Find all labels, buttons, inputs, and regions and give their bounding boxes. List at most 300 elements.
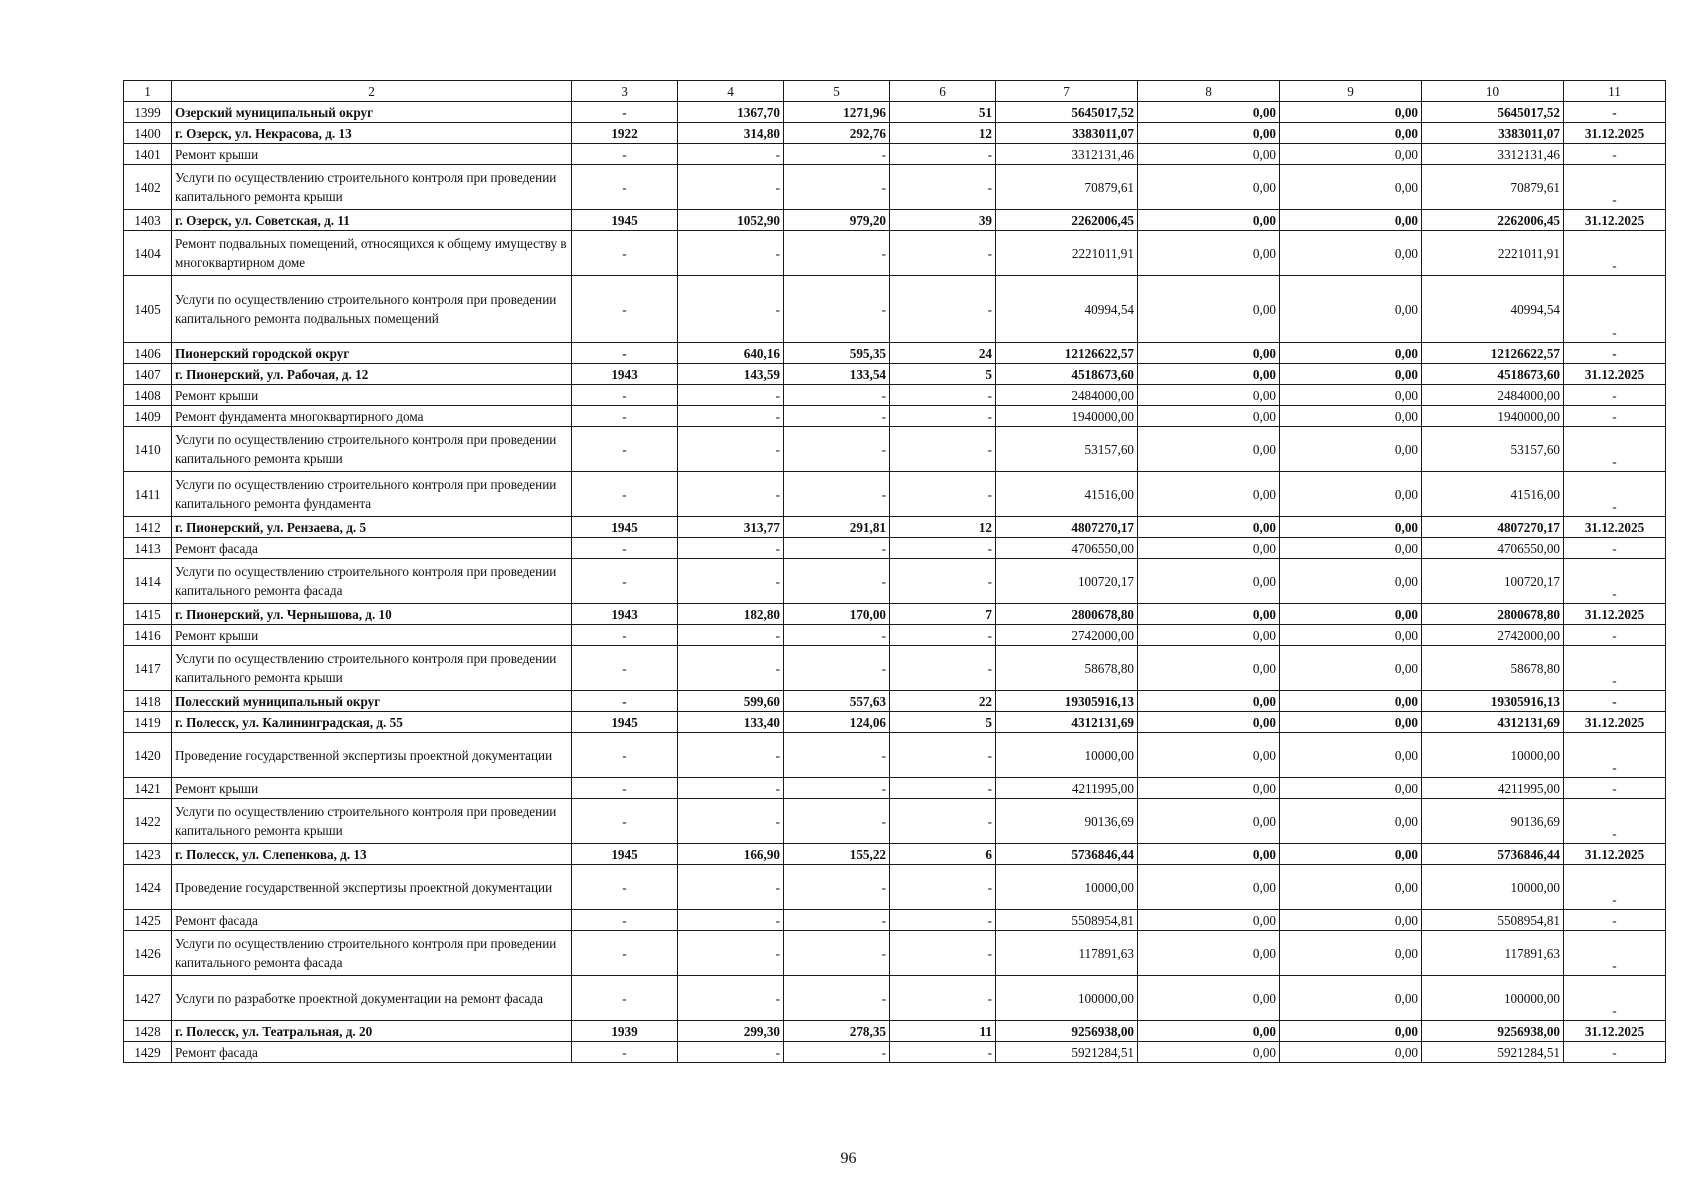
residents-count-cell: -: [890, 144, 996, 165]
cost-col-8-cell: 0,00: [1138, 931, 1280, 976]
total-area-cell: -: [678, 276, 784, 343]
cost-total-cell: 12126622,57: [996, 343, 1138, 364]
residents-count-cell: -: [890, 165, 996, 210]
cost-fund-cell: 9256938,00: [1422, 1021, 1564, 1042]
residents-count-cell: 5: [890, 712, 996, 733]
year-built-cell: 1943: [572, 364, 678, 385]
row-number-cell: 1426: [124, 931, 172, 976]
row-number-cell: 1423: [124, 844, 172, 865]
cost-fund-cell: 70879,61: [1422, 165, 1564, 210]
residential-area-cell: -: [784, 472, 890, 517]
completion-date-cell: -: [1564, 231, 1666, 276]
cost-total-cell: 5921284,51: [996, 1042, 1138, 1063]
cost-total-cell: 4518673,60: [996, 364, 1138, 385]
cost-total-cell: 5645017,52: [996, 102, 1138, 123]
cost-col-9-cell: 0,00: [1280, 559, 1422, 604]
cost-col-9-cell: 0,00: [1280, 1042, 1422, 1063]
cost-total-cell: 58678,80: [996, 646, 1138, 691]
table-row: [124, 364, 1666, 385]
work-name-cell: г. Озерск, ул. Советская, д. 11: [172, 210, 572, 231]
total-area-cell: -: [678, 427, 784, 472]
year-built-cell: -: [572, 931, 678, 976]
residential-area-cell: 170,00: [784, 604, 890, 625]
residential-area-cell: -: [784, 778, 890, 799]
column-header: 2: [172, 81, 572, 102]
year-built-cell: 1939: [572, 1021, 678, 1042]
total-area-cell: -: [678, 799, 784, 844]
cost-col-8-cell: 0,00: [1138, 364, 1280, 385]
work-name-cell: Услуги по разработке проектной документации на ремонт фасада: [172, 976, 572, 1021]
cost-fund-cell: 5736846,44: [1422, 844, 1564, 865]
cost-col-9-cell: 0,00: [1280, 231, 1422, 276]
work-name-cell: Услуги по осуществлению строительного контроля при проведении капитального ремонта крыши: [172, 646, 572, 691]
column-header: 8: [1138, 81, 1280, 102]
table-row: [124, 276, 1666, 343]
work-name-cell: Пионерский городской округ: [172, 343, 572, 364]
cost-col-8-cell: 0,00: [1138, 144, 1280, 165]
total-area-cell: 1052,90: [678, 210, 784, 231]
year-built-cell: -: [572, 976, 678, 1021]
cost-fund-cell: 41516,00: [1422, 472, 1564, 517]
residential-area-cell: -: [784, 931, 890, 976]
cost-col-8-cell: 0,00: [1138, 231, 1280, 276]
work-name-cell: Ремонт фасада: [172, 1042, 572, 1063]
residents-count-cell: -: [890, 276, 996, 343]
column-header: 11: [1564, 81, 1666, 102]
residential-area-cell: -: [784, 733, 890, 778]
residents-count-cell: -: [890, 799, 996, 844]
cost-col-9-cell: 0,00: [1280, 276, 1422, 343]
table-row: [124, 910, 1666, 931]
work-name-cell: г. Пионерский, ул. Чернышова, д. 10: [172, 604, 572, 625]
residents-count-cell: -: [890, 559, 996, 604]
year-built-cell: -: [572, 799, 678, 844]
cost-col-9-cell: 0,00: [1280, 144, 1422, 165]
residential-area-cell: -: [784, 165, 890, 210]
cost-fund-cell: 100000,00: [1422, 976, 1564, 1021]
completion-date-cell: -: [1564, 799, 1666, 844]
work-name-cell: Полесский муниципальный округ: [172, 691, 572, 712]
residential-area-cell: 557,63: [784, 691, 890, 712]
table-row: [124, 931, 1666, 976]
table-row: [124, 865, 1666, 910]
completion-date-cell: -: [1564, 865, 1666, 910]
total-area-cell: 599,60: [678, 691, 784, 712]
cost-col-8-cell: 0,00: [1138, 778, 1280, 799]
cost-col-9-cell: 0,00: [1280, 364, 1422, 385]
row-number-cell: 1400: [124, 123, 172, 144]
table-row: [124, 778, 1666, 799]
table-row: [124, 691, 1666, 712]
cost-col-8-cell: 0,00: [1138, 538, 1280, 559]
column-number-row: [124, 81, 1666, 102]
completion-date-cell: -: [1564, 538, 1666, 559]
completion-date-cell: 31.12.2025: [1564, 210, 1666, 231]
cost-col-8-cell: 0,00: [1138, 427, 1280, 472]
completion-date-cell: -: [1564, 102, 1666, 123]
table-row: [124, 1021, 1666, 1042]
column-header: 10: [1422, 81, 1564, 102]
total-area-cell: -: [678, 931, 784, 976]
residential-area-cell: 124,06: [784, 712, 890, 733]
cost-total-cell: 4807270,17: [996, 517, 1138, 538]
row-number-cell: 1422: [124, 799, 172, 844]
completion-date-cell: -: [1564, 406, 1666, 427]
cost-total-cell: 3312131,46: [996, 144, 1138, 165]
completion-date-cell: 31.12.2025: [1564, 604, 1666, 625]
row-number-cell: 1404: [124, 231, 172, 276]
total-area-cell: -: [678, 865, 784, 910]
completion-date-cell: -: [1564, 976, 1666, 1021]
row-number-cell: 1407: [124, 364, 172, 385]
cost-total-cell: 10000,00: [996, 865, 1138, 910]
year-built-cell: -: [572, 472, 678, 517]
cost-col-8-cell: 0,00: [1138, 559, 1280, 604]
residents-count-cell: 11: [890, 1021, 996, 1042]
row-number-cell: 1411: [124, 472, 172, 517]
table-row: [124, 712, 1666, 733]
residents-count-cell: -: [890, 472, 996, 517]
residents-count-cell: -: [890, 231, 996, 276]
residents-count-cell: -: [890, 406, 996, 427]
table-body: [124, 102, 1666, 1063]
residential-area-cell: -: [784, 144, 890, 165]
completion-date-cell: -: [1564, 778, 1666, 799]
cost-col-8-cell: 0,00: [1138, 123, 1280, 144]
cost-fund-cell: 58678,80: [1422, 646, 1564, 691]
residents-count-cell: -: [890, 733, 996, 778]
table-row: [124, 472, 1666, 517]
cost-col-9-cell: 0,00: [1280, 625, 1422, 646]
cost-total-cell: 19305916,13: [996, 691, 1138, 712]
completion-date-cell: 31.12.2025: [1564, 517, 1666, 538]
cost-total-cell: 100000,00: [996, 976, 1138, 1021]
cost-col-8-cell: 0,00: [1138, 976, 1280, 1021]
work-name-cell: Услуги по осуществлению строительного контроля при проведении капитального ремонта фасада: [172, 559, 572, 604]
residents-count-cell: -: [890, 427, 996, 472]
work-name-cell: Ремонт подвальных помещений, относящихся к общему имуществу в многоквартирном доме: [172, 231, 572, 276]
residents-count-cell: -: [890, 910, 996, 931]
residents-count-cell: 24: [890, 343, 996, 364]
completion-date-cell: -: [1564, 144, 1666, 165]
residents-count-cell: -: [890, 976, 996, 1021]
cost-col-8-cell: 0,00: [1138, 276, 1280, 343]
work-name-cell: г. Пионерский, ул. Рабочая, д. 12: [172, 364, 572, 385]
cost-col-8-cell: 0,00: [1138, 646, 1280, 691]
work-name-cell: г. Озерск, ул. Некрасова, д. 13: [172, 123, 572, 144]
row-number-cell: 1420: [124, 733, 172, 778]
table-row: [124, 604, 1666, 625]
cost-total-cell: 2262006,45: [996, 210, 1138, 231]
work-name-cell: Услуги по осуществлению строительного контроля при проведении капитального ремонта подвальных помещений: [172, 276, 572, 343]
row-number-cell: 1416: [124, 625, 172, 646]
completion-date-cell: -: [1564, 385, 1666, 406]
cost-col-8-cell: 0,00: [1138, 385, 1280, 406]
year-built-cell: 1945: [572, 844, 678, 865]
cost-total-cell: 41516,00: [996, 472, 1138, 517]
work-name-cell: Услуги по осуществлению строительного контроля при проведении капитального ремонта крыши: [172, 165, 572, 210]
residential-area-cell: -: [784, 538, 890, 559]
row-number-cell: 1417: [124, 646, 172, 691]
column-header: 3: [572, 81, 678, 102]
total-area-cell: -: [678, 976, 784, 1021]
total-area-cell: -: [678, 733, 784, 778]
residential-area-cell: 595,35: [784, 343, 890, 364]
cost-fund-cell: 10000,00: [1422, 733, 1564, 778]
total-area-cell: -: [678, 910, 784, 931]
cost-total-cell: 1940000,00: [996, 406, 1138, 427]
column-header: 6: [890, 81, 996, 102]
cost-col-8-cell: 0,00: [1138, 604, 1280, 625]
cost-col-9-cell: 0,00: [1280, 931, 1422, 976]
cost-col-8-cell: 0,00: [1138, 910, 1280, 931]
cost-col-8-cell: 0,00: [1138, 472, 1280, 517]
year-built-cell: -: [572, 865, 678, 910]
year-built-cell: -: [572, 1042, 678, 1063]
cost-fund-cell: 4211995,00: [1422, 778, 1564, 799]
table-row: [124, 517, 1666, 538]
row-number-cell: 1402: [124, 165, 172, 210]
work-name-cell: Проведение государственной экспертизы проектной документации: [172, 733, 572, 778]
residents-count-cell: -: [890, 538, 996, 559]
year-built-cell: -: [572, 427, 678, 472]
cost-col-9-cell: 0,00: [1280, 385, 1422, 406]
year-built-cell: -: [572, 625, 678, 646]
row-number-cell: 1410: [124, 427, 172, 472]
completion-date-cell: -: [1564, 625, 1666, 646]
year-built-cell: 1945: [572, 517, 678, 538]
row-number-cell: 1399: [124, 102, 172, 123]
residents-count-cell: 5: [890, 364, 996, 385]
cost-col-9-cell: 0,00: [1280, 976, 1422, 1021]
year-built-cell: -: [572, 538, 678, 559]
completion-date-cell: -: [1564, 343, 1666, 364]
cost-col-8-cell: 0,00: [1138, 343, 1280, 364]
cost-col-9-cell: 0,00: [1280, 646, 1422, 691]
cost-total-cell: 2742000,00: [996, 625, 1138, 646]
total-area-cell: 299,30: [678, 1021, 784, 1042]
residential-area-cell: 1271,96: [784, 102, 890, 123]
residential-area-cell: -: [784, 406, 890, 427]
total-area-cell: -: [678, 165, 784, 210]
total-area-cell: -: [678, 406, 784, 427]
cost-total-cell: 70879,61: [996, 165, 1138, 210]
column-header: 7: [996, 81, 1138, 102]
cost-fund-cell: 2262006,45: [1422, 210, 1564, 231]
year-built-cell: -: [572, 778, 678, 799]
column-header: 9: [1280, 81, 1422, 102]
row-number-cell: 1414: [124, 559, 172, 604]
residents-count-cell: 12: [890, 123, 996, 144]
table-row: [124, 538, 1666, 559]
cost-fund-cell: 2800678,80: [1422, 604, 1564, 625]
row-number-cell: 1419: [124, 712, 172, 733]
residents-count-cell: -: [890, 931, 996, 976]
page-number: 96: [840, 1150, 857, 1167]
cost-col-9-cell: 0,00: [1280, 472, 1422, 517]
residential-area-cell: -: [784, 385, 890, 406]
completion-date-cell: -: [1564, 691, 1666, 712]
residents-count-cell: -: [890, 625, 996, 646]
residential-area-cell: 155,22: [784, 844, 890, 865]
cost-fund-cell: 4706550,00: [1422, 538, 1564, 559]
residential-area-cell: -: [784, 976, 890, 1021]
cost-total-cell: 100720,17: [996, 559, 1138, 604]
cost-col-8-cell: 0,00: [1138, 844, 1280, 865]
table-row: [124, 844, 1666, 865]
cost-total-cell: 4312131,69: [996, 712, 1138, 733]
completion-date-cell: 31.12.2025: [1564, 364, 1666, 385]
cost-total-cell: 4211995,00: [996, 778, 1138, 799]
residents-count-cell: -: [890, 865, 996, 910]
year-built-cell: -: [572, 385, 678, 406]
cost-total-cell: 5508954,81: [996, 910, 1138, 931]
total-area-cell: 166,90: [678, 844, 784, 865]
cost-total-cell: 117891,63: [996, 931, 1138, 976]
completion-date-cell: -: [1564, 472, 1666, 517]
cost-col-9-cell: 0,00: [1280, 778, 1422, 799]
cost-total-cell: 90136,69: [996, 799, 1138, 844]
table-row: [124, 123, 1666, 144]
residential-area-cell: 133,54: [784, 364, 890, 385]
total-area-cell: -: [678, 646, 784, 691]
cost-col-8-cell: 0,00: [1138, 625, 1280, 646]
cost-fund-cell: 2484000,00: [1422, 385, 1564, 406]
year-built-cell: 1943: [572, 604, 678, 625]
row-number-cell: 1408: [124, 385, 172, 406]
total-area-cell: -: [678, 385, 784, 406]
residential-area-cell: -: [784, 625, 890, 646]
table-row: [124, 102, 1666, 123]
year-built-cell: -: [572, 165, 678, 210]
cost-col-9-cell: 0,00: [1280, 910, 1422, 931]
table-row: [124, 646, 1666, 691]
cost-fund-cell: 117891,63: [1422, 931, 1564, 976]
row-number-cell: 1415: [124, 604, 172, 625]
cost-col-9-cell: 0,00: [1280, 712, 1422, 733]
cost-col-9-cell: 0,00: [1280, 165, 1422, 210]
completion-date-cell: 31.12.2025: [1564, 1021, 1666, 1042]
cost-col-8-cell: 0,00: [1138, 1021, 1280, 1042]
work-name-cell: Ремонт фасада: [172, 538, 572, 559]
year-built-cell: -: [572, 559, 678, 604]
completion-date-cell: -: [1564, 165, 1666, 210]
cost-total-cell: 9256938,00: [996, 1021, 1138, 1042]
total-area-cell: -: [678, 472, 784, 517]
cost-fund-cell: 10000,00: [1422, 865, 1564, 910]
work-name-cell: Ремонт фасада: [172, 910, 572, 931]
completion-date-cell: -: [1564, 733, 1666, 778]
cost-fund-cell: 5508954,81: [1422, 910, 1564, 931]
column-header: 4: [678, 81, 784, 102]
residential-area-cell: -: [784, 799, 890, 844]
cost-col-8-cell: 0,00: [1138, 165, 1280, 210]
cost-col-9-cell: 0,00: [1280, 123, 1422, 144]
cost-fund-cell: 4312131,69: [1422, 712, 1564, 733]
capital-repair-table: [123, 80, 1666, 1063]
cost-fund-cell: 53157,60: [1422, 427, 1564, 472]
cost-fund-cell: 5645017,52: [1422, 102, 1564, 123]
residential-area-cell: 278,35: [784, 1021, 890, 1042]
residents-count-cell: 51: [890, 102, 996, 123]
table-row: [124, 231, 1666, 276]
work-name-cell: г. Пионерский, ул. Рензаева, д. 5: [172, 517, 572, 538]
table-row: [124, 165, 1666, 210]
total-area-cell: -: [678, 144, 784, 165]
year-built-cell: 1945: [572, 210, 678, 231]
row-number-cell: 1425: [124, 910, 172, 931]
cost-col-9-cell: 0,00: [1280, 102, 1422, 123]
cost-total-cell: 53157,60: [996, 427, 1138, 472]
completion-date-cell: -: [1564, 646, 1666, 691]
row-number-cell: 1413: [124, 538, 172, 559]
year-built-cell: -: [572, 406, 678, 427]
year-built-cell: 1945: [572, 712, 678, 733]
year-built-cell: -: [572, 691, 678, 712]
cost-total-cell: 4706550,00: [996, 538, 1138, 559]
row-number-cell: 1403: [124, 210, 172, 231]
cost-total-cell: 5736846,44: [996, 844, 1138, 865]
total-area-cell: 143,59: [678, 364, 784, 385]
residents-count-cell: 7: [890, 604, 996, 625]
cost-total-cell: 2800678,80: [996, 604, 1138, 625]
completion-date-cell: 31.12.2025: [1564, 844, 1666, 865]
total-area-cell: 313,77: [678, 517, 784, 538]
year-built-cell: -: [572, 733, 678, 778]
work-name-cell: Услуги по осуществлению строительного контроля при проведении капитального ремонта крыши: [172, 799, 572, 844]
table-row: [124, 1042, 1666, 1063]
completion-date-cell: -: [1564, 427, 1666, 472]
cost-col-9-cell: 0,00: [1280, 1021, 1422, 1042]
cost-fund-cell: 4518673,60: [1422, 364, 1564, 385]
cost-col-9-cell: 0,00: [1280, 799, 1422, 844]
year-built-cell: -: [572, 343, 678, 364]
completion-date-cell: -: [1564, 276, 1666, 343]
table-row: [124, 976, 1666, 1021]
cost-col-9-cell: 0,00: [1280, 733, 1422, 778]
year-built-cell: 1922: [572, 123, 678, 144]
residential-area-cell: 979,20: [784, 210, 890, 231]
row-number-cell: 1428: [124, 1021, 172, 1042]
work-name-cell: г. Полесск, ул. Калининградская, д. 55: [172, 712, 572, 733]
residential-area-cell: -: [784, 910, 890, 931]
work-name-cell: Услуги по осуществлению строительного контроля при проведении капитального ремонта крыши: [172, 427, 572, 472]
cost-total-cell: 40994,54: [996, 276, 1138, 343]
row-number-cell: 1427: [124, 976, 172, 1021]
row-number-cell: 1412: [124, 517, 172, 538]
residential-area-cell: -: [784, 865, 890, 910]
completion-date-cell: -: [1564, 910, 1666, 931]
work-name-cell: Ремонт крыши: [172, 778, 572, 799]
residential-area-cell: -: [784, 427, 890, 472]
completion-date-cell: -: [1564, 931, 1666, 976]
row-number-cell: 1418: [124, 691, 172, 712]
row-number-cell: 1405: [124, 276, 172, 343]
residents-count-cell: -: [890, 385, 996, 406]
residents-count-cell: -: [890, 1042, 996, 1063]
total-area-cell: -: [678, 1042, 784, 1063]
residents-count-cell: 6: [890, 844, 996, 865]
work-name-cell: г. Полесск, ул. Театральная, д. 20: [172, 1021, 572, 1042]
cost-col-8-cell: 0,00: [1138, 210, 1280, 231]
work-name-cell: Ремонт фундамента многоквартирного дома: [172, 406, 572, 427]
cost-col-8-cell: 0,00: [1138, 517, 1280, 538]
row-number-cell: 1429: [124, 1042, 172, 1063]
cost-fund-cell: 1940000,00: [1422, 406, 1564, 427]
total-area-cell: 1367,70: [678, 102, 784, 123]
completion-date-cell: -: [1564, 1042, 1666, 1063]
year-built-cell: -: [572, 910, 678, 931]
